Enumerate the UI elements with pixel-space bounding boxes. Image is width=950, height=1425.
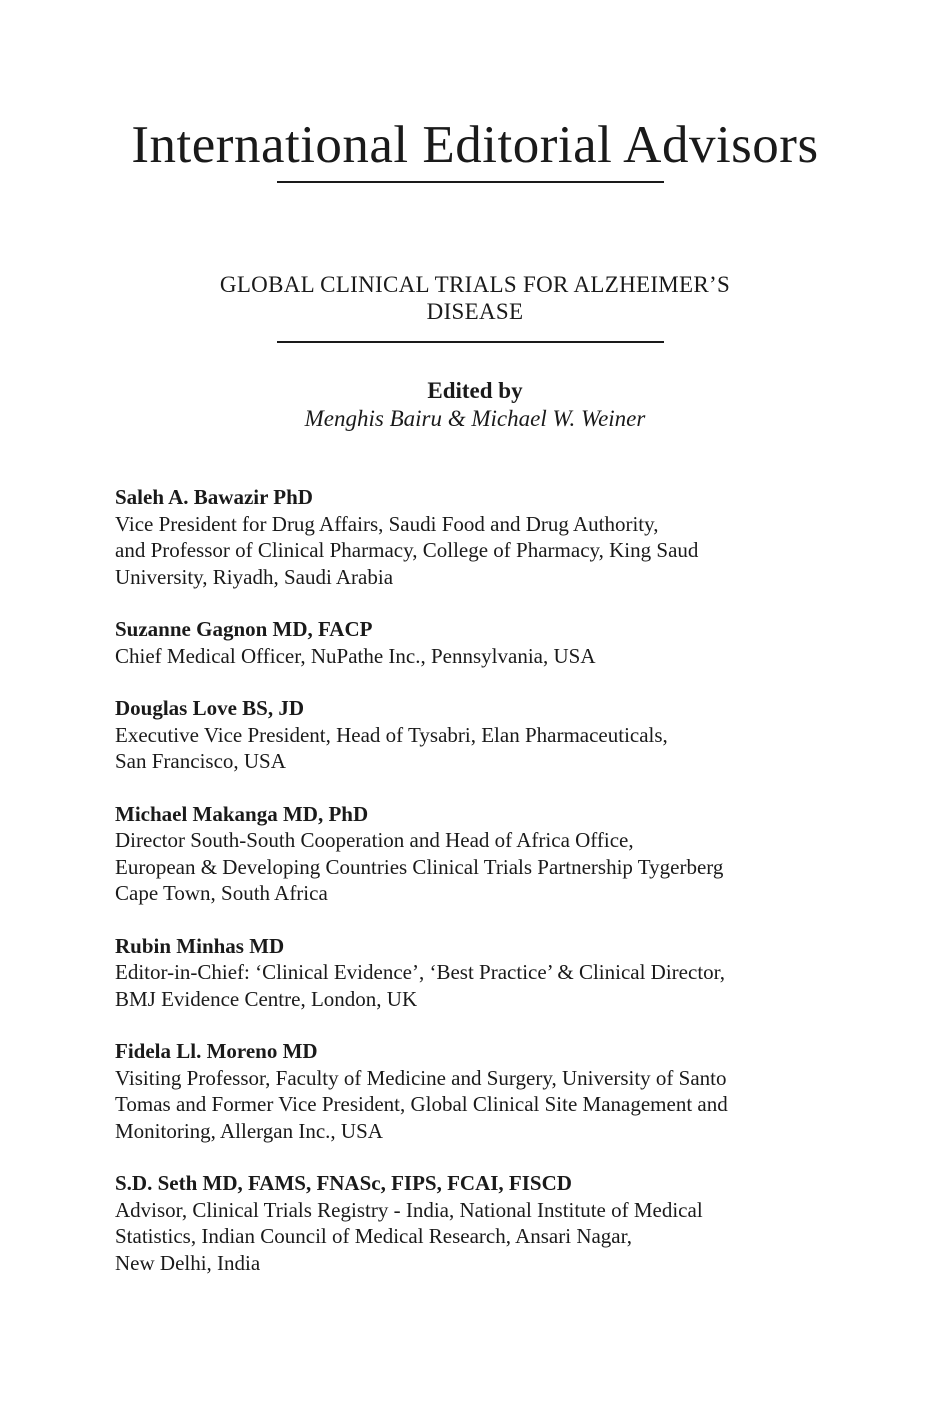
advisor-affiliation-line: Editor-in-Chief: ‘Clinical Evidence’, ‘Best Practice’ & Clinical Director, <box>115 960 726 984</box>
advisor-affiliation-line: Director South-South Cooperation and Head of Africa Office, <box>115 828 634 852</box>
book-title-line-2: DISEASE <box>426 299 524 324</box>
advisor-affiliation-line: Cape Town, South Africa <box>115 881 328 905</box>
advisor-affiliation-line: New Delhi, India <box>115 1250 261 1275</box>
advisor-name: Michael Makanga MD, PhD <box>115 801 369 826</box>
advisor-affiliation-line: and Professor of Clinical Pharmacy, College of Pharmacy, King Saud <box>115 538 699 562</box>
book-title-line-1: GLOBAL CLINICAL TRIALS FOR ALZHEIMER’S <box>219 272 731 297</box>
page-title: International Editorial Advisors <box>131 116 819 174</box>
advisor-name: Fidela Ll. Moreno MD <box>115 1039 318 1063</box>
advisor-affiliation-line: Vice President for Drug Affairs, Saudi Food and Drug Authority, <box>115 511 659 536</box>
editors-names: Menghis Bairu & Michael W. Weiner <box>304 406 646 431</box>
book-title-divider <box>277 341 664 343</box>
advisor-entry <box>115 616 835 669</box>
advisor-affiliation-line: BMJ Evidence Centre, London, UK <box>115 986 418 1011</box>
advisor-name: Suzanne Gagnon MD, FACP <box>115 617 373 641</box>
advisor-affiliation-line: San Francisco, USA <box>115 749 286 773</box>
advisor-affiliation-line: Chief Medical Officer, NuPathe Inc., Pennsylvania, USA <box>115 643 596 668</box>
advisor-affiliation-line: Executive Vice President, Head of Tysabri, Elan Pharmaceuticals, <box>115 722 668 747</box>
advisor-entry <box>115 1038 835 1144</box>
advisor-entry <box>115 484 835 590</box>
advisor-affiliation-line: Monitoring, Allergan Inc., USA <box>115 1118 383 1143</box>
advisor-affiliation-line: Tomas and Former Vice President, Global Clinical Site Management and <box>115 1092 728 1116</box>
advisor-list <box>115 484 835 1302</box>
advisor-name: Douglas Love BS, JD <box>115 696 305 720</box>
advisor-name: Rubin Minhas MD <box>115 933 285 958</box>
advisor-entry <box>115 933 835 1013</box>
advisor-affiliation-line: European & Developing Countries Clinical Trials Partnership Tygerberg <box>115 854 724 879</box>
advisor-entry <box>115 695 835 775</box>
book-title <box>100 271 850 325</box>
edited-by-label: Edited by <box>427 378 523 403</box>
title-divider <box>277 181 664 183</box>
advisor-affiliation-line: University, Riyadh, Saudi Arabia <box>115 564 394 589</box>
advisor-affiliation-line: Visiting Professor, Faculty of Medicine and Surgery, University of Santo <box>115 1065 727 1090</box>
advisor-entry <box>115 1170 835 1276</box>
advisor-affiliation-line: Advisor, Clinical Trials Registry - India, National Institute of Medical <box>115 1197 703 1222</box>
advisor-name: S.D. Seth MD, FAMS, FNASc, FIPS, FCAI, FISCD <box>115 1171 572 1195</box>
advisor-name: Saleh A. Bawazir PhD <box>115 485 313 509</box>
advisor-entry <box>115 801 835 907</box>
advisor-affiliation-line: Statistics, Indian Council of Medical Research, Ansari Nagar, <box>115 1224 633 1248</box>
